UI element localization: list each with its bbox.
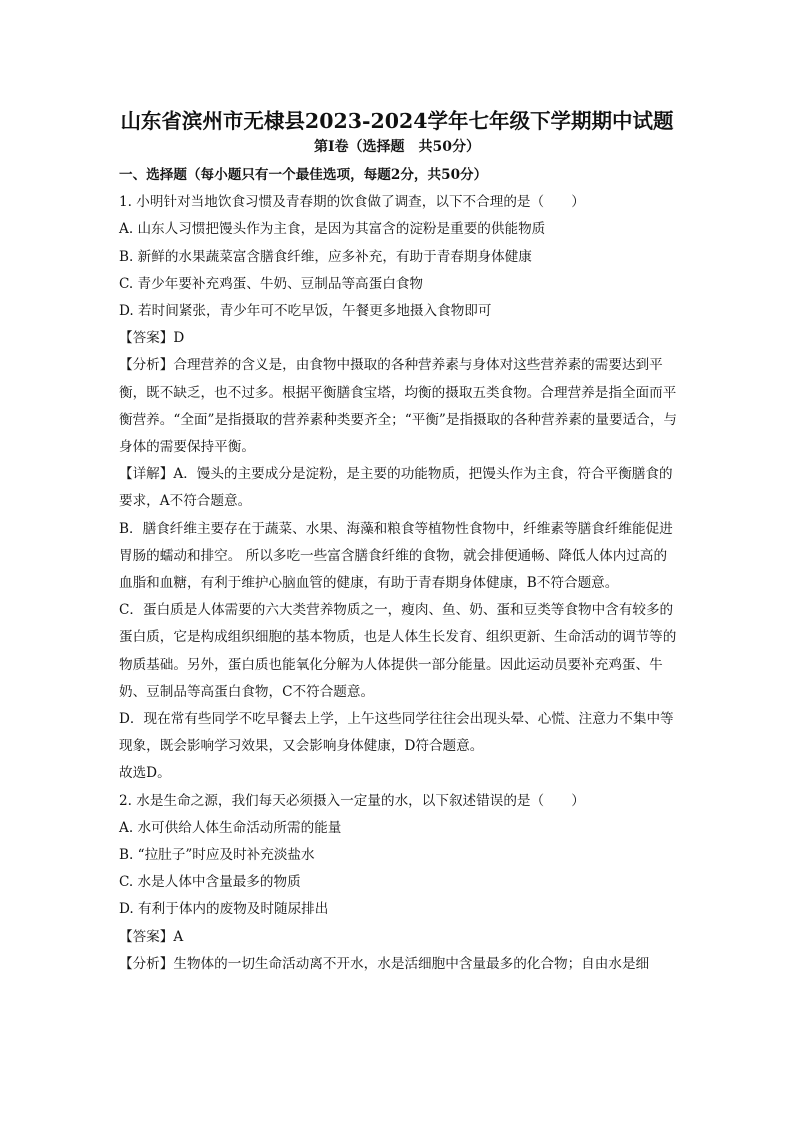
section-heading: 一、选择题（每小题只有一个最佳选项，每题2分，共50分）	[119, 167, 488, 183]
question-1-detail-a: 【详解】A．馒头的主要成分是淀粉，是主要的功能物质，把馒头作为主食，符合平衡膳食的要求，A不符合题意。	[119, 466, 673, 510]
question-2-option-d: D. 有利于体内的废物及时随尿排出	[119, 901, 329, 918]
question-1-stem: 1. 小明针对当地饮食习惯及青春期的饮食做了调查，以下不合理的是（ ）	[119, 194, 585, 211]
question-2-answer: 【答案】A	[119, 928, 184, 945]
question-2-option-c: C. 水是人体中含量最多的物质	[119, 874, 301, 891]
question-1-detail-c: C．蛋白质是人体需要的六大类营养物质之一，瘦肉、鱼、奶、蛋和豆类等食物中含有较多的蛋白质，它是构成组织细胞的基本物质，也是人体生长发育、组织更新、生命活动的调节等的物质基础。另外，蛋白质也能氧化分解为人体提供一部分能量。因此运动员要补充鸡蛋、牛奶、豆制品等高蛋白食物，C不符合题意。	[119, 602, 677, 700]
question-1-analysis: 【分析】合理营养的含义是，由食物中摄取的各种营养素与身体对这些营养素的需要达到平衡，既不缺乏，也不过多。根据平衡膳食宝塔，均衡的摄取五类食物。合理营养是指全面而平衡营养。“全面”是指摄取的营养素种类要齐全；“平衡”是指摄取的各种营养素的量要适合，与身体的需要保持平衡。	[119, 357, 677, 456]
question-1-option-d: D. 若时间紧张，青少年可不吃早饭，午餐更多地摄入食物即可	[119, 303, 492, 320]
document-body	[119, 162, 679, 978]
question-1-option-a: A. 山东人习惯把馒头作为主食，是因为其富含的淀粉是重要的供能物质	[119, 221, 546, 238]
question-2-stem: 2. 水是生命之源，我们每天必须摄入一定量的水，以下叙述错误的是（ ）	[119, 792, 585, 809]
question-1-answer: 【答案】D	[119, 330, 185, 347]
question-1-conclusion: 故选D。	[119, 765, 171, 782]
page-title: 山东省滨州市无棣县2023-2024学年七年级下学期期中试题	[120, 109, 674, 133]
question-2-analysis: 【分析】生物体的一切生命活动离不开水，水是活细胞中含量最多的化合物；自由水是细	[119, 955, 650, 972]
question-2-option-a: A. 水可供给人体生命活动所需的能量	[119, 819, 342, 836]
question-2-option-b: B. “拉肚子”时应及时补充淡盐水	[119, 847, 315, 864]
section-subtitle: 第Ⅰ卷（选择题 共50分）	[313, 139, 481, 155]
question-1-detail-b: B．膳食纤维主要存在于蔬菜、水果、海藻和粮食等植物性食物中，纤维素等膳食纤维能促进胃肠的蠕动和排空。 所以多吃一些富含膳食纤维的食物，就会排便通畅、降低人体内过高的血脂和血糖，有利于维护心脑血管的健康，有助于青春期身体健康，B不符合题意。	[119, 520, 673, 592]
question-1-detail-d: D．现在常有些同学不吃早餐去上学，上午这些同学往往会出现头晕、心慌、注意力不集中等现象，既会影响学习效果，又会影响身体健康，D符合题意。	[119, 711, 674, 755]
question-1-option-b: B. 新鲜的水果蔬菜富含膳食纤维，应多补充，有助于青春期身体健康	[119, 248, 532, 265]
question-1-option-c: C. 青少年要补充鸡蛋、牛奶、豆制品等高蛋白食物	[119, 275, 424, 292]
